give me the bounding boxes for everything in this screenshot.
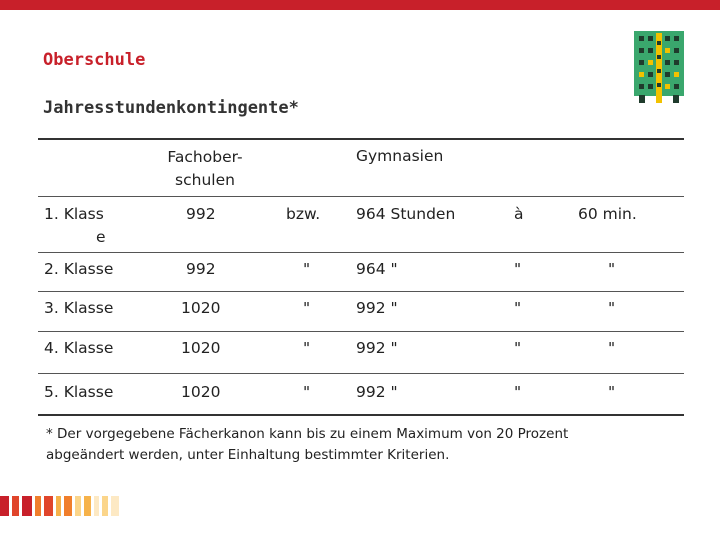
bzw-cell: " xyxy=(303,260,311,278)
footnote xyxy=(46,424,666,466)
row-label-line: 1. Klass xyxy=(44,205,104,223)
a-cell: " xyxy=(514,383,522,401)
strip-block xyxy=(12,496,19,516)
strip-block xyxy=(84,496,91,516)
table-row-rule xyxy=(38,331,684,332)
gymnasien-value: 992 " xyxy=(356,383,398,401)
strip-block xyxy=(75,496,81,516)
row-label: 5. Klasse xyxy=(44,383,114,401)
minutes-cell: " xyxy=(608,299,616,317)
row-label: 2. Klasse xyxy=(44,260,114,278)
column-header-fachoberschulen xyxy=(140,146,270,192)
strip-block xyxy=(35,496,41,516)
strip-block xyxy=(102,496,108,516)
table-header-rule xyxy=(38,196,684,197)
table-row-rule xyxy=(38,373,684,374)
footnote-line: abgeändert werden, unter Einhaltung bestimmter Kriterien. xyxy=(46,447,450,463)
a-cell: " xyxy=(514,339,522,357)
minutes-cell: " xyxy=(608,260,616,278)
top-accent-bar xyxy=(0,0,720,10)
minutes-cell: " xyxy=(608,339,616,357)
bzw-cell: " xyxy=(303,299,311,317)
strip-block xyxy=(94,496,99,516)
fachober-value: 1020 xyxy=(181,383,221,401)
column-header-line: schulen xyxy=(175,171,235,189)
strip-block xyxy=(44,496,53,516)
bzw-cell: " xyxy=(303,383,311,401)
building-icon xyxy=(634,31,684,103)
gymnasien-value: 992 " xyxy=(356,299,398,317)
strip-block xyxy=(22,496,32,516)
minutes-cell: " xyxy=(608,383,616,401)
bzw-cell: " xyxy=(303,339,311,357)
bzw-cell: bzw. xyxy=(286,205,321,223)
a-cell: " xyxy=(514,299,522,317)
strip-block xyxy=(111,496,119,516)
gymnasien-value: 992 " xyxy=(356,339,398,357)
row-label: 3. Klasse xyxy=(44,299,114,317)
footnote-line: * Der vorgegebene Fächerkanon kann bis zu einem Maximum von 20 Prozent xyxy=(46,426,569,442)
a-cell: à xyxy=(514,205,524,223)
strip-block xyxy=(64,496,72,516)
fachober-value: 1020 xyxy=(181,299,221,317)
strip-block xyxy=(0,496,9,516)
row-label-line: e xyxy=(96,228,106,246)
row-label: 4. Klasse xyxy=(44,339,114,357)
column-header-line: Fachober- xyxy=(167,148,243,166)
table-bottom-rule xyxy=(38,414,684,416)
gymnasien-value: 964 Stunden xyxy=(356,205,456,223)
page-subtitle: Jahresstundenkontingente* xyxy=(43,98,299,118)
strip-block xyxy=(56,496,61,516)
row-label xyxy=(44,203,106,249)
fachober-value: 992 xyxy=(186,260,216,278)
table-row-rule xyxy=(38,252,684,253)
gymnasien-value: 964 " xyxy=(356,260,398,278)
page-title: Oberschule xyxy=(43,50,146,70)
minutes-cell: 60 min. xyxy=(578,205,637,223)
fachober-value: 1020 xyxy=(181,339,221,357)
fachober-value: 992 xyxy=(186,205,216,223)
table-row-rule xyxy=(38,291,684,292)
table-top-rule xyxy=(38,138,684,140)
column-header-gymnasien: Gymnasien xyxy=(356,147,444,165)
a-cell: " xyxy=(514,260,522,278)
